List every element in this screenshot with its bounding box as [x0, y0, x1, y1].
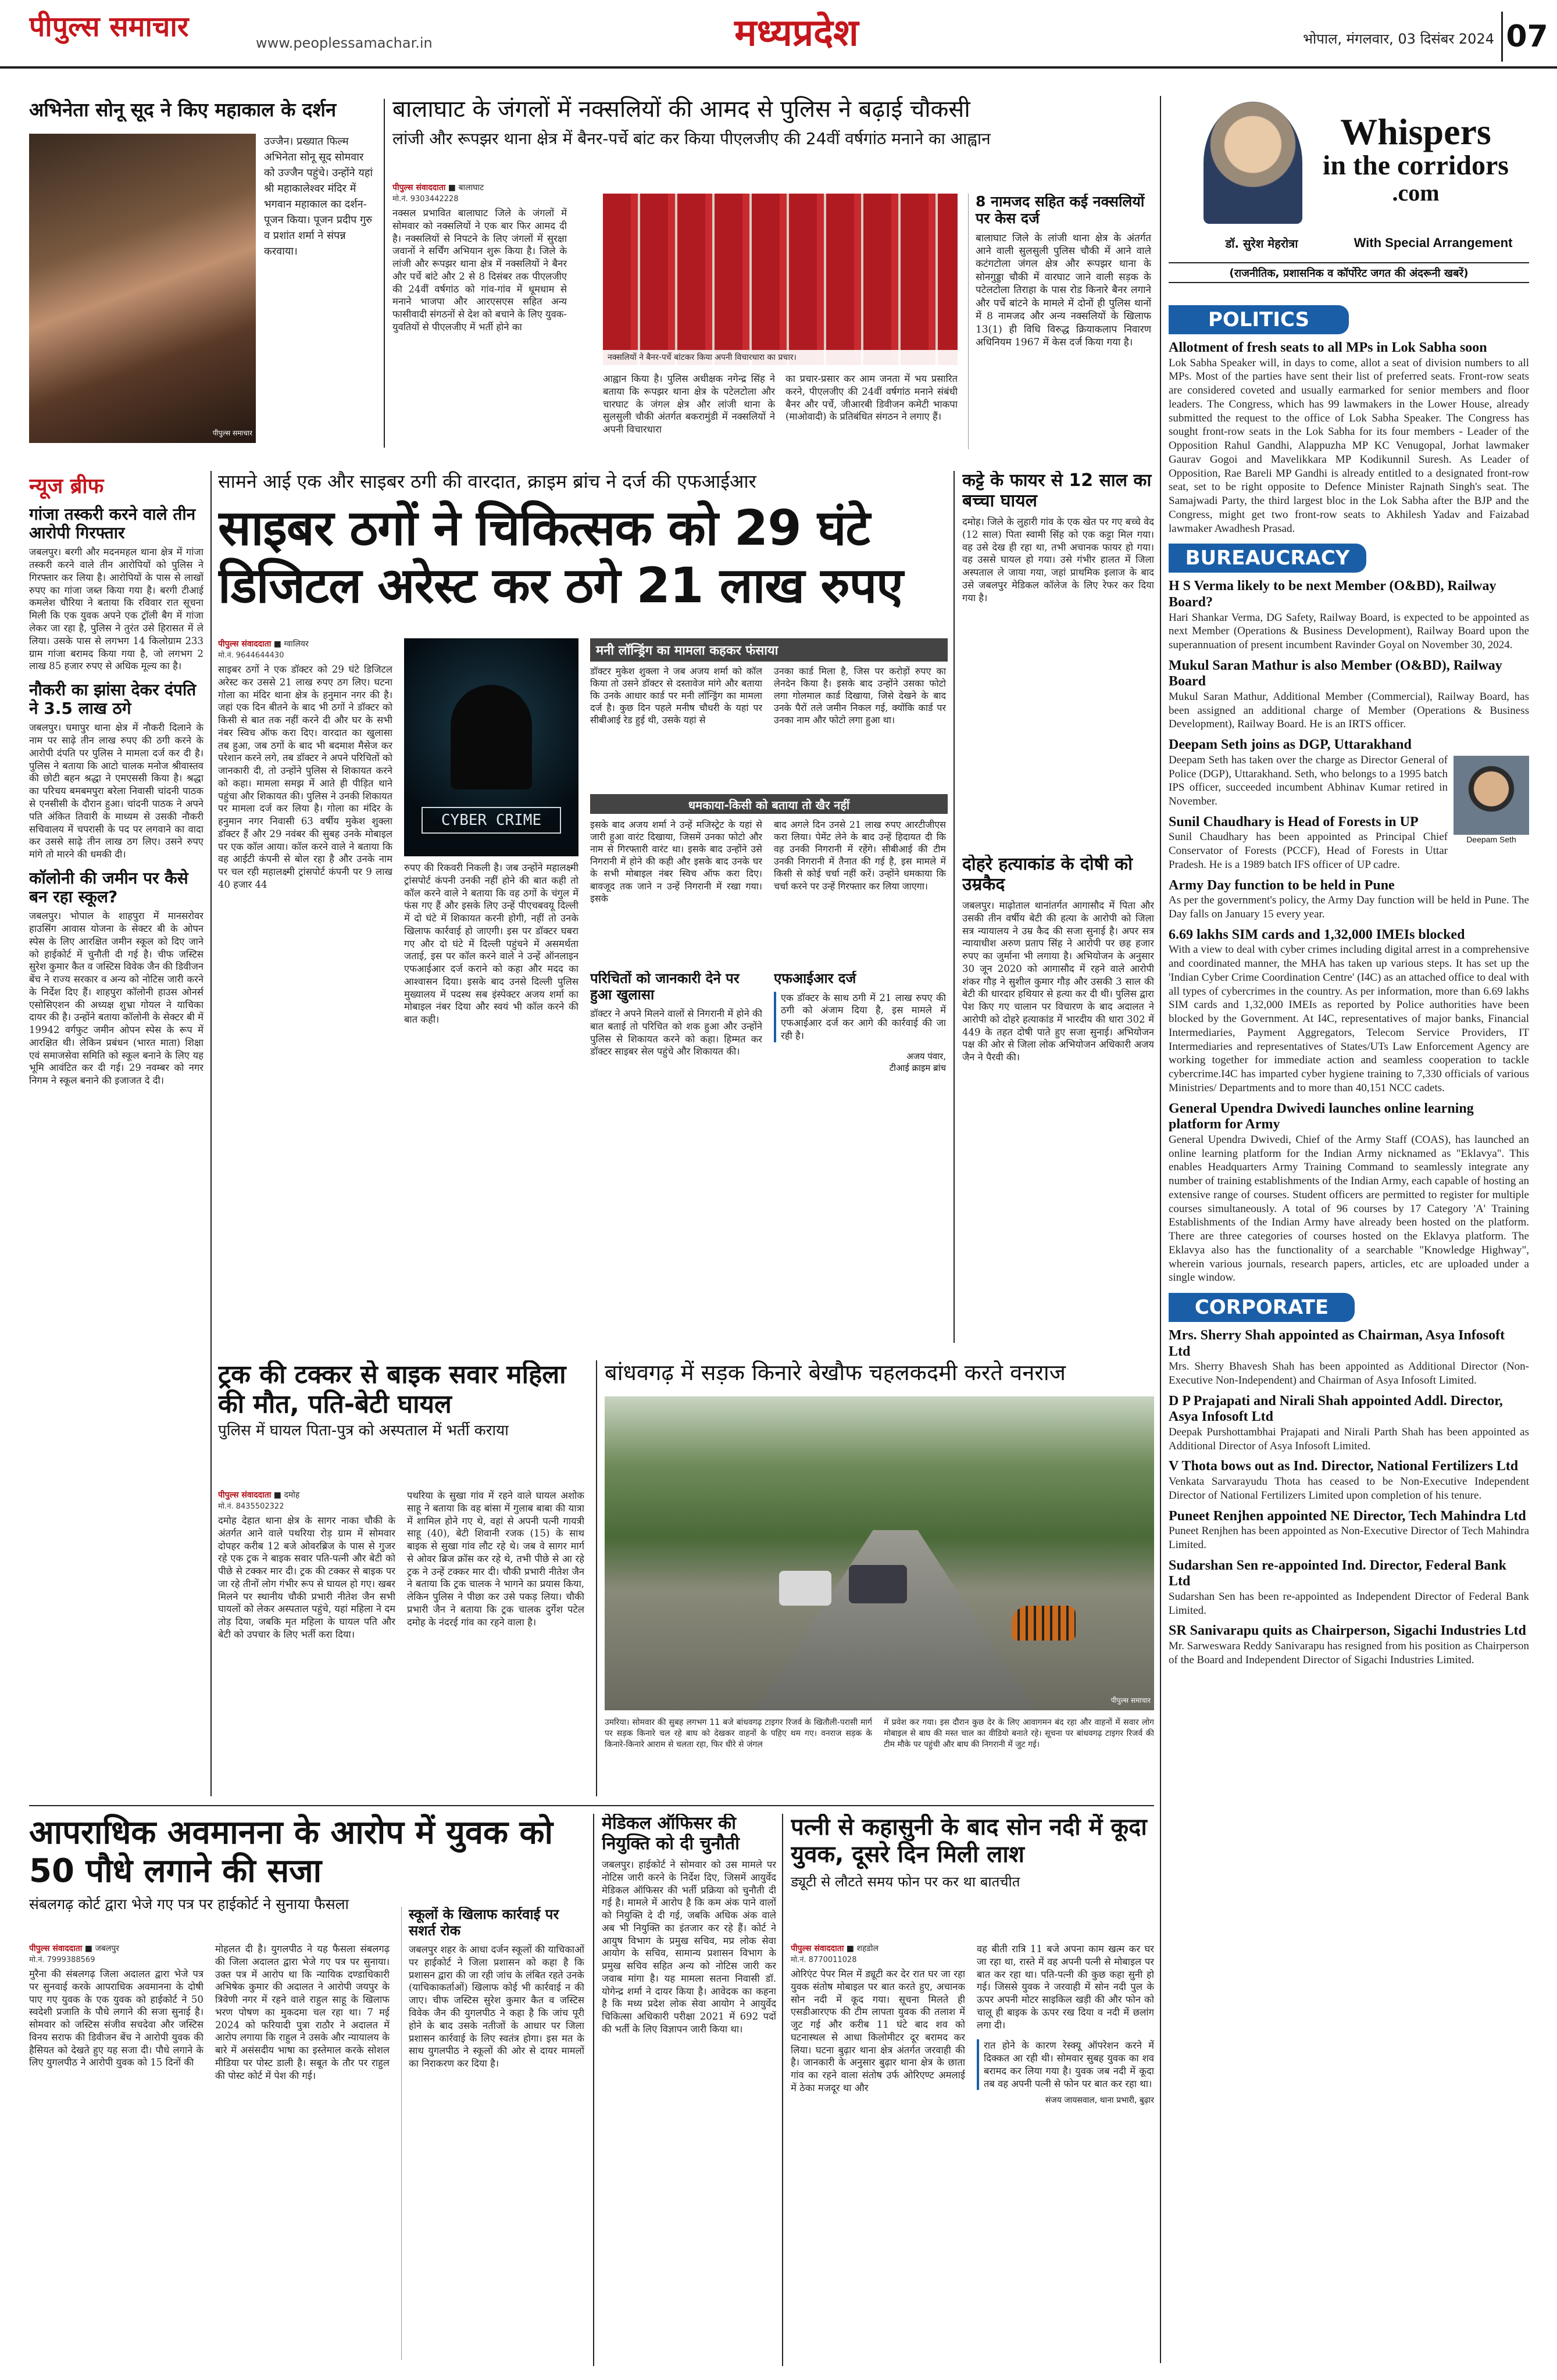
sub1-title: परिचितों को जानकारी देने पर हुआ खुलासा — [590, 971, 740, 1003]
river-quote-by: संजय जायसवाल, थाना प्रभारी, बुढ़ार — [1045, 2096, 1154, 2106]
schools-title: स्कूलों के खिलाफ कार्रवाई पर सशर्त रोक — [409, 1907, 559, 1939]
brief-headline: नौकरी का झांसा देकर दंपति ने 3.5 लाख ठगे — [29, 680, 197, 719]
byline: पीपुल्स संवाददाता ■ बालाघाट — [392, 183, 484, 192]
sub2-designation: टीआई क्राइम ब्रांच — [889, 1062, 946, 1073]
murder-text: जबलपुर। माढ़ोताल थानांतर्गत आगासौद में पिता और उसकी तीन वर्षीय बेटी की हत्या के आरोपी को जिला सत्र न्यायालय ने उम्र कैद की सजा सुनाई है। अपर सत्र न्यायाधीश अरुण प्रताप सिंह ने आरोपी पर छह हजार रुपए का जुर्माना भी लगाया है। अभियोजन के अनुसार 30 जून 2020 को आगासौद में रहने वाले आरोपी शंकर गौड़ ने सुशील कुमार गौड़ और उसकी 3 साल की बेटी की धारदार हथियार से हत्या कर दी थी। पुलिस द्वारा पेश किए गए चालान पर विचारण के बाद अदालत ने आरोपी को दोहरे हत्याकांड में भारदीय की धारा 302 में 449 के तहत दोषी पाते हुए सजा सुनाई। अभियोजन पक्ष की ओर से जिला लोक अभियोजन अधिकारी अजय जैन ने पैरवी की। — [962, 900, 1154, 1063]
politics-headline: Allotment of fresh seats to all MPs in Lok Sabha soon — [1169, 340, 1487, 355]
sub1-text: डॉक्टर ने अपने मिलने वालों से निगरानी में होने की बात बताई तो परिचित को शक हुआ और उन्होंने पुलिस से शिकायत करने को कहा। हिम्मत कर डॉक्टर साइबर सेल पहुंचे और शिकायत की। — [590, 1008, 762, 1057]
brief-list — [29, 505, 203, 1087]
politics-list — [1169, 340, 1529, 535]
photo-credit: पीपुल्स समाचार — [1110, 1696, 1151, 1704]
whispers-logo: Whispers in the corridors .com — [1323, 113, 1509, 206]
box-right: उनका कार्ड मिला है, जिस पर करोड़ों रुपए का लेनदेन किया है। इसके बाद उन्होंने उसका फोटो लगा गोलमाल कार्ड दिखाया, जिसे देखने के बाद उनके पैरों तले जमीन निकल गई, क्योंकि कार्ड पर उनका नाम और फोटो लगा हुआ था। — [774, 666, 946, 726]
section-title: मध्यप्रदेश — [734, 12, 859, 55]
cyber-kicker: सामने आई एक और साइबर ठगी की वारदात, क्राइम ब्रांच ने दर्ज की एफआईआर — [218, 471, 756, 492]
corporate-headline: D P Prajapati and Nirali Shah appointed Addl. Director, Asya Infosoft Ltd — [1169, 1393, 1503, 1425]
schools-text: जबलपुर शहर के आधा दर्जन स्कूलों की याचिकाओं पर हाईकोर्ट ने जिला प्रशासन को कहा है कि प्रशासन द्वारा की जा रही जांच के लंबित रहते उनके (याचिकाकर्ताओं) खिलाफ कोई भी कार्रवाई न की जाए। चीफ जस्टिस सुरेश कुमार कैत व जस्टिस विवेक जैन की युगलपीठ ने कहा है कि जांच पूरी होने के बाद उसके नतीजों के आधार पर जिला प्रशासन कार्रवाई के लिए स्वतंत्र होगा। इस मत के साथ युगलपीठ ने स्कूलों की ओर से दायर मामलों का निराकरण कर दिया है। — [409, 1944, 584, 2070]
phone: मो.नं. 8770011028 — [791, 1956, 857, 1964]
katte-text: दमोह। जिले के लुहारी गांव के एक खेत पर गए बच्चे वेद (12 साल) पिता स्वामी सिंह को एक कट्टा मिल गया। वह उसे देख ही रहा था, तभी अचानक फायर हो गया। वह उससे घायल हो गया। उसे गंभीर हालत में जिला अस्पताल ले जाया गया, जहां प्राथमिक इलाज के बाद उसे जबलपुर मेडिकल कॉलेज के लिए रेफर कर दिया गया है। — [962, 516, 1154, 603]
bureaucracy-list — [1169, 578, 1529, 1285]
sub2-name: अजय पंवार, — [906, 1050, 946, 1062]
tiger-caption-left: उमरिया। सोमवार की सुबह लगभग 11 बजे बांधवगढ़ टाइगर रिजर्व के खितौली-परासी मार्ग पर सड़क किनारे चल रहे बाघ को देखकर वाहनों के पहिए थम गए। वनराज सड़क के किनारे-किनारे आराम से चलता रहा, फिर धीरे से जंगल — [605, 1718, 872, 1749]
side-headline: 8 नामजद सहित कई नक्सलियों पर केस दर्ज — [976, 194, 1145, 227]
brief-text: जबलपुर। भोपाल के शाहपुरा में मानसरोवर हाउसिंग आवास योजना के सेक्टर बी के ओपन स्पेस के लिए आरक्षित जमीन स्कूल को दिए जाने को हाईकोर्ट में चुनौती दी गई है। चीफ जस्टिस सुरेश कुमार कैत व जस्टिस विवेक जैन की डिवीजन बेंच ने राज्य सरकार व अन्य को नोटिस जारी करने के निर्देश दिए हैं। शाहपुरा कॉलोनी हाउस ओनर्स एसोसिएशन की अध्यक्ष शुभ्रा गोयल ने याचिका दायर की है। उन्होंने बताया कॉलोनी के सेक्टर बी में 19942 वर्गफुट जमीन ओपन स्पेस के रूप में आरक्षित थी। लेकिन प्रबंधन (भारत माता) शिक्षा एवं समाजसेवा समिति को स्कूल बनाने के लिए यह भूमि आवंटित कर दी गई। 29 नवम्बर को नगर निगम ने स्कूल बनाने की इजाजत दे दी। — [29, 910, 203, 1087]
logo[interactable] — [29, 10, 291, 63]
tiger-story — [605, 1360, 1154, 1791]
bureaucracy-body: Mukul Saran Mathur, Additional Member (Commercial), Railway Board, has been assigned an additional charge of Member (Operations & Business Development), Railway Board. He is an IRTS officer. — [1169, 690, 1529, 731]
corporate-list — [1169, 1328, 1529, 1667]
dateline: भोपाल, मंगलवार, 03 दिसंबर 2024 — [1303, 31, 1494, 47]
contempt-subhead: संबलगढ़ कोर्ट द्वारा भेजे गए पत्र पर हाईकोर्ट ने सुनाया फैसला — [29, 1896, 349, 1913]
cyber-image — [404, 638, 578, 856]
sonu-headline: अभिनेता सोनू सूद ने किए महाकाल के दर्शन — [29, 99, 337, 121]
corporate-headline: Puneet Renjhen appointed NE Director, Tech Mahindra Ltd — [1169, 1508, 1526, 1524]
politics-label: POLITICS — [1169, 305, 1349, 334]
cyber-col2: रुपए की रिकवरी निकली है। जब उन्होंने महालक्ष्मी ट्रांसपोर्ट कंपनी उनकी नहीं होने की बात कही तो कॉल करने वाले ने बताया कि वह ठगों के चंगुल में फंस गए हैं और इसके लिए उन्हें पीएचबवयू दिल्ली में दो घंटे में शिकायत करनी होगी, नहीं तो उनके खिलाफ कार्रवाई हो जाएगी। इस पर डॉक्टर घबरा गए और दो घंटे में दिल्ली पहुंचने में असमर्थता जताई, इस पर कॉल करने वाले ने उन्हें ऑनलाइन एफआईआर दर्ज कराने को कहा और मदद का आश्वासन दिया। इसके बाद उनसे दिल्ली पुलिस मुख्यालय में पदस्थ सब इंस्पेक्टर अजय शर्मा का मोबाइल नंबर दिया और स्वयं भी कॉल करने की बात कही। — [404, 862, 578, 1025]
masthead — [0, 0, 1557, 69]
box2-right: बाद अगले दिन उनसे 21 लाख रुपए आरटीजीएस करा लिया। पेमेंट लेने के बाद उन्हें हिदायत दी कि वह उनकी निगरानी में रहेंगे। सीबीआई की टीम उनकी निगरानी में तैनात की गई है, इस मामले में किसी से कोई चर्चा नहीं करें। उन्होंने धमकाया कि चर्चा करने पर उन्हें गिरफ्तार कर लिया जाएगा। — [774, 819, 946, 892]
bureaucracy-body: Deepam Seth has taken over the charge as Director General of Police (DGP), Uttarakhand. Seth, who belongs to a 1995 batch IPS officer, succeeded incumbent Abhinav Kumar retired in November. — [1169, 753, 1448, 808]
sonu-text: उज्जैन। प्रख्यात फिल्म अभिनेता सोनू सूद सोमवार को उज्जैन पहुंचे। उन्होंने यहां श्री महाकालेश्वर मंदिर में भगवान महाकाल का दर्शन-पूजन किया। पूजन प्रदीप गुरु व प्रशांत शर्मा ने संपन्न करवाया। — [264, 135, 373, 258]
phone: मो.नं. 8435502322 — [218, 1502, 284, 1511]
whispers-header — [1169, 96, 1529, 294]
river-headline: पत्नी से कहासुनी के बाद सोन नदी में कूदा युवक, दूसरे दिन मिली लाश — [791, 1814, 1147, 1868]
medical-story — [602, 1814, 776, 2366]
page-number: 07 — [1501, 12, 1551, 62]
katte-headline: कट्टे के फायर से 12 साल का बच्चा घायल — [962, 471, 1152, 511]
corporate-body: Puneet Renjhen has been appointed as Non-Executive Director of Tech Mahindra Limited. — [1169, 1525, 1529, 1551]
naxal-subhead: लांजी और रूपझर थाना क्षेत्र में बैनर-पर्चे बांट कर किया पीएलजीए की 24वीं वर्षगांठ मनाने का आह्वान — [392, 129, 991, 148]
car — [779, 1571, 831, 1606]
bureaucracy-headline: Army Day function to be held in Pune — [1169, 877, 1395, 893]
brief-label: न्यूज ब्रीफ — [29, 474, 104, 498]
sub2-title: एफआईआर दर्ज — [774, 971, 856, 987]
sub2-quote: एक डॉक्टर के साथ ठगी में 21 लाख रुपए की ठगी को अंजाम दिया है, इस मामले में एफआईआर दर्ज कर आगे की कार्रवाई की जा रही है। — [774, 992, 946, 1042]
car — [849, 1565, 907, 1603]
murder-headline: दोहरे हत्याकांड के दोषी को उम्रकैद — [962, 855, 1133, 895]
truck-story — [218, 1360, 590, 1796]
site-url[interactable]: www.peoplessamachar.in — [256, 35, 433, 51]
corporate-headline: Mrs. Sherry Shah appointed as Chairman, Asya Infosoft Ltd — [1169, 1328, 1505, 1359]
schools-box — [401, 1907, 584, 2360]
english-column — [1169, 305, 1529, 2363]
tiger-caption-right: में प्रवेश कर गया। इस दौरान कुछ देर के लिए आवागमन बंद रहा और वाहनों में सवार लोग मोबाइल से बाघ की मस्त चाल का वीडियो बनाते रहे। सूचना पर बांधवगढ़ टाइगर रिजर्व की टीम मौके पर पहुंची और बाघ की निगरानी में जुट गई। — [884, 1718, 1154, 1749]
cyber-headline: साइबर ठगों ने चिकित्सक को 29 घंटे डिजिटल अरेस्ट कर ठगे 21 लाख रुपए — [218, 499, 903, 614]
news-brief — [29, 471, 203, 1796]
corporate-body: Venkata Sarvarayudu Thota has ceased to be Non-Executive Independent Director of National Fertilizers Limited upon completion of his tenure. — [1169, 1475, 1529, 1502]
whispers-tagline: (राजनीतिक, प्रशासनिक व कॉर्पोरेट जगत की अंदरूनी खबरें) — [1169, 262, 1529, 283]
contempt-col2: मोहलत दी है। युगलपीठ ने यह फैसला संबलगढ़ की जिला अदालत द्वारा भेजे गए पत्र पर सुनाया। उक्त पत्र में आरोप था कि न्यायिक दण्डाधिकारी अभिषेक कुमार की अदालत ने आरोपी जयपुर के त्रिवेणी नगर में रहने वाले राहुल साहू के खिलाफ भरण पोषण का मुकदमा चल रहा था। 7 मई 2024 को फरियादी पुत्रा राठौर ने अदालत में आरोप लगाया कि राहुल ने उसके और न्यायालय के बारे में असंसदीय भाषा का इस्तेमाल करके सोशल मीडिया पर पोस्ट डाली है। सबूत के तौर पर राहुल की पोस्ट कोर्ट में पेश की गई। — [215, 1943, 390, 2081]
naxal-headline: बालाघाट के जंगलों में नक्सलियों की आमद से पुलिस ने बढ़ाई चौकसी — [392, 96, 970, 123]
river-quote: रात होने के कारण रेस्क्यू ऑपरेशन करने में दिक्कत आ रही थी। सोमवार सुबह युवक का शव बरामद कर लिया गया है। युवक जब नदी में कूदा तब वह अपनी पत्नी से फोन पर बात कर रहा था। — [977, 2039, 1154, 2090]
bureaucracy-headline: H S Verma likely to be next Member (O&BD), Railway Board? — [1169, 578, 1497, 610]
box2-left: इसके बाद अजय शर्मा ने उन्हें मजिस्ट्रेट के यहां से जारी हुआ वारंट दिखाया, जिसमें उनका फोटो और नाम से गिरफ्तारी वारंट था। इसके बाद उन्होंने उसे निगरानी में होने की कही और इसके बाद उनके घर के सभी मोबाइल नंबर स्विच ऑफ करा दिए। बावजूद तक जाने न उन्हें निगरानी में रखा गया। इसके — [590, 819, 762, 904]
corporate-headline: Sudarshan Sen re-appointed Ind. Director, Federal Bank Ltd — [1169, 1557, 1506, 1589]
bureaucracy-body: General Upendra Dwivedi, Chief of the Army Staff (COAS), has launched an online learning platform for the Indian Army nicknamed as "Eklavya". This enables Headquarters Army Training Command to seamlessly integrate any number of training establishments of the Indian Army, each capable of hosting an extensive range of courses. Student officers are permitted to register for multiple courses simultaneously. A total of 96 courses by 17 Category 'A' Training Establishments of the Indian Army have already been hosted on the platform. There are three categories of courses hosted on the Eklavya platform. The Eklavya also has the functionality of a searchable "Knowledge Highway", wherein various journals, research papers, articles, etc are uploaded under a single window. — [1169, 1133, 1529, 1284]
truck-headline: ट्रक की टक्कर से बाइक सवार महिला की मौत, पति-बेटी घायल — [218, 1360, 566, 1419]
naxal-col3: का प्रचार-प्रसार कर आम जनता में भय प्रसारित करने, पीएलजीए की 24वीं वर्षगांठ मनाने संबंधी बैनर और पर्चे, जीआरबी डिवीजन कमेटी भाकपा (माओवादी) के प्रतिबंधित संगठन ने लगाए हैं। — [785, 373, 958, 423]
corporate-body: Deepak Purshottambhai Prajapati and Nirali Parth Shah has been appointed as Additional Director of Asya Infosoft Limited. — [1169, 1425, 1529, 1452]
corporate-body: Mrs. Sherry Bhavesh Shah has been appointed as Additional Director (Non-Executive Non-Independent) and Chairman of Asya Infosoft Limited. — [1169, 1360, 1529, 1386]
sub-story-1 — [590, 971, 762, 1192]
tiger-figure — [1012, 1606, 1076, 1641]
brief-headline: गांजा तस्करी करने वाले तीन आरोपी गिरफ्तार — [29, 505, 196, 543]
author-photo — [1204, 102, 1302, 224]
contempt-headline: आपराधिक अवमानना के आरोप में युवक को 50 पौधे लगाने की सजा — [29, 1814, 553, 1891]
corporate-label: CORPORATE — [1169, 1293, 1355, 1322]
author-name: डॉ. सुरेश मेहरोत्रा — [1225, 237, 1298, 251]
money-box — [590, 638, 948, 964]
logo-text: पीपुल्स समाचार — [29, 10, 189, 43]
bureaucracy-body: With a view to deal with cyber crimes including digital arrest in a comprehensive and coordinated manner, the MHA has taken up various steps. It has set up the 'Indian Cyber Crime Coordination Centre' (I4C) as an attached office to deal with all types of cybercrimes in the country. As per information, more than 6.69 lakhs SIM cards and 1,32,000 IMEIs as reported by Police authorities have been blocked by the Government. At I4C, representatives of major banks, Financial Intermediaries, Payment Aggregators, Telecom Service Providers, IT Intermediaries and representatives of States/UTs Law Enforcement Agency are working together for immediate action and seamless cooperation to tackle cybercrime.I4C has imparted cyber hygiene training to 7,330 officials of various Ministries/ Departments and to more than 40,151 NCC cadets. — [1169, 944, 1529, 1094]
naxal-col2: आह्वान किया है। पुलिस अधीक्षक नगेन्द्र सिंह ने बताया कि रूपझर थाना क्षेत्र के पटेलटोला और चारघाट के जंगल क्षेत्र और लांजी थाना के सुलसुली चौकी अंतर्गत बकरामुंडी में नक्सलियों ने अपनी विचारधारा — [603, 373, 775, 435]
phone: मो.नं. 9644644430 — [218, 651, 284, 660]
sonu-photo — [29, 134, 256, 443]
byline: पीपुल्स संवाददाता ■ दमोह — [218, 1491, 300, 1500]
bureaucracy-body: Sunil Chaudhary has been appointed as Principal Chief Conservator of Forests (PCCF), Head of Forests in Uttar Pradesh. He is a 1989 batch IFS officer of UP cadre. — [1169, 831, 1448, 871]
cyber-crime-label: CYBER CRIME — [422, 807, 561, 834]
katte-story — [962, 471, 1154, 831]
medical-text: जबलपुर। हाईकोर्ट ने सोमवार को उस मामले पर नोटिस जारी करने के निर्देश दिए, जिसमें आयुर्वेद मेडिकल ऑफिसर की भर्ती प्रक्रिया को चुनौती दी गई है। मामले में आरोप है कि कम अंक पाने वालों को नियुक्ति दे दी गई, जबकि अधिक अंक वाले अब भी नियुक्ति का इंतजार कर रहे हैं। कोर्ट ने आयुष विभाग के प्रमुख सचिव, मप्र लोक सेवा आयोग के सचिव, सामान्य प्रशासन विभाग के प्रमुख सचिव सहित अन्य को नोटिस जारी कर जवाब मांगा है। यह मामला सतना निवासी डॉ. योगेन्द्र शर्मा ने दायर किया है। आवेदक का कहना है कि मध्य प्रदेश लोक सेवा आयोग ने आयुर्वेद चिकित्सा अधिकारी परीक्षा 2021 में 692 पदों की भर्ती के लिए विज्ञापन जारी किया था। — [602, 1859, 776, 2035]
contempt-col1: मुरैना की संबलगढ़ जिला अदालत द्वारा भेजे पत्र पर सुनवाई करके आपराधिक अवमानना के दोषी पाए गए युवक के एक युवक को हाईकोर्ट ने 50 स्वदेशी प्रजाति के पौधे लगाने की सजा सुनाई है। सोमवार को जस्टिस संजीव सचदेवा और जस्टिस विनय सराफ की डिवीजन बेंच ने आरोपी युवक की हैसियत को देखते हुए यह सजा दी। पौधे लगाने के लिए युगलपीठ ने आरोपी युवक को 15 दिनों की — [29, 1968, 203, 2068]
bureaucracy-body: Hari Shankar Verma, DG Safety, Railway Board, is expected to be appointed as next Member (Operations & Business Development), Railway Board upon the superannuation of present incumbent Ravinder Goyal on November 30, 2024. — [1169, 611, 1529, 652]
cyber-col1: साइबर ठगों ने एक डॉक्टर को 29 घंटे डिजिटल अरेस्ट कर उससे 21 लाख रुपए ठग लिए। घटना गोला का मंदिर थाना क्षेत्र के हनुमान नगर की है। जहां एक दिन बीतने के बाद भी ठगों ने डॉक्टर को किसी से बात तक नहीं करने दी और घर के सभी नंबर स्विच ऑफ करा दिए। वारदात का खुलासा तब हुआ, जब ठगों के बाद भी बदमाश मैसेज कर परेशान करने लगे, तब डॉक्टर ने अपने परिचितों को जानकारी दी, तो उन्होंने पुलिस से शिकायत करने को कहा। मामला समझ में आते ही पीड़ित थाने पहुंचा और शिकायत की। पुलिस ने उनकी शिकायत पर मामला दर्ज कर लिया है। गोला का मंदिर के हनुमान नगर निवासी 63 वर्षीय मुकेश शुक्ला डॉक्टर हैं और 29 नवंबर की सुबह उनके मोबाइल पर एक कॉल आया। कॉल करने वाले ने बताया कि वह आईटी कंपनी से बोल रहा है और उनके नाम पर चल रही महालक्ष्मी ट्रांसपोर्ट कंपनी पर 9 लाख 40 हजार 44 — [218, 664, 392, 891]
sub-story-2 — [774, 971, 946, 1192]
truck-subhead: पुलिस में घायल पिता-पुत्र को अस्पताल में भर्ती कराया — [218, 1422, 509, 1440]
bureaucracy-headline: Mukul Saran Mathur is also Member (O&BD), Railway Board — [1169, 657, 1502, 689]
murder-story — [962, 855, 1154, 1355]
naxal-col1: नक्सल प्रभावित बालाघाट जिले के जंगलों में सोमवार को नक्सलियों ने एक बार फिर आमद दी है। नक्सलियों से निपटने के लिए जंगलों में सुरक्षा जवानों ने सर्चिंग अभियान शुरू किया है। जिले के लांजी और रूपझर थाना क्षेत्र में नक्सलियों ने बैनर और पर्चे बांटे और 2 से 8 दिसंबर तक पीएलजीए की 24वीं वर्षगांठ को गांव-गांव में धूमधाम से मनाने भाजपा और आरएसएस सहित अन्य फासीवादी संगठनों से देश को बचाने के लिए युवक-युवतियों से पीएलजीए में भर्ती होने का — [392, 208, 567, 333]
river-col2: वह बीती रात्रि 11 बजे अपना काम खत्म कर घर जा रहा था, रास्ते में वह अपनी पत्नी से मोबाइल पर बात कर रहा था। पति-पत्नी की कुछ कहा सुनी हो गई। जिससे युवक ने जरवाही में सोन नदी पुल के ऊपर अपनी मोटर साइकिल खड़ी की और फोन को चालू ही बाइक के ऊपर रख दिया व नदी में छलांग लगा दी। — [977, 1943, 1154, 2031]
arrangement: With Special Arrangement — [1354, 235, 1513, 250]
byline: पीपुल्स संवाददाता ■ ग्वालियर — [218, 639, 309, 649]
deepam-seth-caption: Deepam Seth — [1454, 835, 1529, 844]
naxal-sidebar — [968, 194, 1151, 449]
photo-caption: नक्सलियों ने बैनर-पर्चे बांटकर किया अपनी विचारधारा का प्रचार। — [608, 353, 797, 362]
tiger-headline: बांधवगढ़ में सड़क किनारे बेखौफ चहलकदमी करते वनराज — [605, 1360, 1066, 1385]
phone: मो.नं. 9303442228 — [392, 195, 459, 203]
sonu-story — [29, 99, 378, 448]
river-story — [791, 1814, 1154, 2366]
naxal-story — [392, 96, 1154, 451]
truck-col2: पथरिया के सुखा गांव में रहने वाले घायल अशोक साहू ने बताया कि वह बांसा में गुलाब बाबा की यात्रा में शामिल होने गए थे, वहां से अपनी पत्नी गायत्री साहू (40), बेटी शिवानी रजक (15) के साथ बाइक से सुखा गांव लौट रहे थे। जब वे सागर मार्ग से ओवर ब्रिज क्रॉस कर रहे थे, तभी पीछे से आ रहे ट्रक ने उन्हें टक्कर मार दी। चौकी प्रभारी नीतेश जैन ने बताया कि ट्रक चालक ने भागने का प्रयास किया, लेकिन पुलिस ने पीछा कर उसे पकड़ लिया। चौकी प्रभारी जैन ने बताया कि ट्रक चालक दुर्गेश पटेल दमोह के नंदरई गांव का रहने वाला है। — [407, 1490, 584, 1628]
bureaucracy-headline: General Upendra Dwivedi launches online learning platform for Army — [1169, 1100, 1474, 1132]
tiger-photo — [605, 1396, 1154, 1710]
corporate-headline: SR Sanivarapu quits as Chairperson, Sigachi Industries Ltd — [1169, 1623, 1526, 1639]
truck-col1: दमोह देहात थाना क्षेत्र के सागर नाका चौकी के अंतर्गत आने वाले पथरिया रोड़ ग्राम में सोमवार दोपहर करीब 12 बजे ओवरब्रिज के पास से गुजर रहे एक ट्रक ने बाइक सवार पति-पत्नी और बेटी को पीछे से टक्कर मार दी। ट्रक की टक्कर से बाइक पर जा रहे तीनों लोग गंभीर रूप से घायल हो गए। खबर मिलने पर स्थानीय चौकी प्रभारी नीतेश जैन सभी घायलों को लेकर अस्पताल पहुंचे, यहां महिला ने दम तोड़ दिया, जबकि मृत महिला के घायल पति और बेटी को उपचार के लिए भर्ती करा दिया। — [218, 1515, 395, 1640]
phone: मो.नं. 7999388569 — [29, 1956, 95, 1964]
deepam-seth-photo — [1454, 756, 1529, 843]
bureaucracy-body: As per the government's policy, the Army Day function will be held in Pune. The Day falls on January 15 every year. — [1169, 894, 1529, 920]
contempt-story — [29, 1814, 587, 2366]
box2-title: धमकाया-किसी को बताया तो खैर नहीं — [590, 794, 948, 814]
naxal-photo — [603, 194, 958, 365]
bureaucracy-headline: Deepam Seth joins as DGP, Uttarakhand — [1169, 737, 1412, 753]
byline: पीपुल्स संवाददाता ■ शहडोल — [791, 1944, 879, 1953]
road — [756, 1530, 1035, 1710]
river-col1: ओरिएंट पेपर मिल में ड्यूटी कर देर रात घर जा रहा युवक संतोष मोबाइल पर बात करते हुए, अचानक सोन नदी में कूद गया। सूचना मिलते ही एसडीआरएफ की टीम लापता युवक की तलाश में जुट गई और करीब 11 घंटे बाद शव को घटनास्थल से आधा किलोमीटर दूर बरामद कर लिया। घटना बुढ़ार थाना क्षेत्र अंतर्गत जरवाही की है। जानकारी के अनुसार बुढ़ार थाना क्षेत्र के छाता गांव का रहने वाला संतोष उर्फ ओरिएण्ट अमलाई में ठेका मजदूर था और — [791, 1968, 965, 2093]
cyber-story — [218, 471, 948, 1343]
river-subhead: ड्यूटी से लौटते समय फोन पर कर था बातचीत — [791, 1874, 1020, 1891]
corporate-headline: V Thota bows out as Ind. Director, National Fertilizers Ltd — [1169, 1459, 1519, 1474]
politics-body: Lok Sabha Speaker will, in days to come, allot a seat of division numbers to all MPs. Most of the parties have sent their list of preferred seats. Front-row seats are considered coveted and usually earmarked for senior members and floor leaders. The Congress, which has 99 lawmakers in the Lower House, already submitted the request to the office of Lok Sabha Speaker. The Congress has sought front-row seats in the Lok Sabha for its four members - Leader of the Opposition Rahul Gandhi, Alappuzha MP KC Venugopal, Jorhat lawmaker Gaurav Gogoi and Mavelikkara MP Kodikunnil Suresh. As Leader of Opposition, Rae Bareli MP Gandhi is already entitled to a designated front-row seat, set to be right opposite to Defence Minister Rajnath Singh's seat. The Samajwadi Party, the third largest bloc in the Lok Sabha after the BJP and the Congress, might get two front-row seats to Akhilesh Yadav and Faizabad lawmaker Awadhesh Prasad. — [1169, 356, 1529, 535]
medical-headline: मेडिकल ऑफिसर की नियुक्ति को दी चुनौती — [602, 1814, 740, 1854]
hacker-figure — [451, 685, 532, 789]
corporate-body: Mr. Sarweswara Reddy Sanivarapu has resigned from his position as Chairperson of the Board and Independent Director of Sigachi Industries Limited. — [1169, 1639, 1529, 1666]
photo-credit: पीपुल्स समाचार — [212, 429, 252, 437]
brief-text: जबलपुर। घमापुर थाना क्षेत्र में नौकरी दिलाने के नाम पर साढ़े तीन लाख रुपए की ठगी करने के आरोपी दंपति पर पुलिस ने मामला दर्ज कर दी है। पुलिस ने बताया कि आटो चालक मनोज श्रीवास्तव की छोटी बहन श्रद्धा ने एमएससी किया है। श्रद्धा का परिचय बमबमपुरा बरेला निवासी चांदनी पाठक से एनसीसी के दौरान हुआ। चांदनी पाठक ने अपने पति अंकित तिवारी के माध्यम से उसकी नौकरी सचिवालय में चपरासी के पद पर लगवाने का वादा कर उससे साढ़े तीन लाख ठग लिए। उसने रुपए मांगे तो मारने की धमकी दी। — [29, 722, 203, 860]
brief-headline: कॉलोनी की जमीन पर कैसे बन रहा स्कूल? — [29, 868, 188, 907]
side-text: बालाघाट जिले के लांजी थाना क्षेत्र के अंतर्गत आने वाली सुलसुली पुलिस चौकी में आने वाले कटंगटोला जंगल क्षेत्र और रूपझर थाना के सोनगुड्डा चौकी में वारघाट जाने वाली सड़क के पटेलटोला तिराहा के पास रोड किनारे बैनर लगाने और पर्चे बांटने के मामले में दोनों ही पुलिस थानों में 8 नामजद और अन्य नक्सलियों के खिलाफ 13(1) ही विधि विरुद्ध क्रियाकलाप निवारण अधिनियम 1967 में केस दर्ज किया गया है। — [976, 232, 1151, 348]
box-left: डॉक्टर मुकेश शुक्ला ने जब अजय शर्मा को कॉल किया तो उसने डॉक्टर से दस्तावेज मांगे और बताया कि उनके आधार कार्ड पर मनी लॉन्ड्रिंग का मामला दर्ज है। कुछ दिन पहले मनीष चौधरी के यहां पर सीबीआई रेड हुई थी, उसके यहां से — [590, 666, 762, 726]
box-title: मनी लॉन्ड्रिंग का मामला कहकर फंसाया — [590, 638, 948, 662]
byline: पीपुल्स संवाददाता ■ जबलपुर — [29, 1944, 120, 1953]
bureaucracy-headline: 6.69 lakhs SIM cards and 1,32,000 IMEIs blocked — [1169, 927, 1465, 942]
corporate-body: Sudarshan Sen has been re-appointed as Independent Director of Federal Bank Limited. — [1169, 1590, 1529, 1617]
brief-text: जबलपुर। बरगी और मदनमहल थाना क्षेत्र में गांजा तस्करी करने वाले तीन आरोपियों को पुलिस ने गिरफ्तार कर लिया है। आरोपियों के पास से लाखों रुपए का गांजा जब्त किया गया है। बरगी टीआई कमलेश चौरिया ने बताया कि रविवार रात सूचना मिली कि एक युवक अपने एक ट्रॉली बैग में गांजा लेकर जा रहा है, पुलिस ने तुरंत उसे हिरासत में ले लिया। उसके पास से लगभग 14 किलोग्राम 233 ग्राम गांजा बरामद किया गया है, जो लगभग 2 लाख 85 हजार रुपए से अधिक मूल्य का है। — [29, 546, 203, 672]
bureaucracy-label: BUREAUCRACY — [1169, 544, 1366, 573]
bureaucracy-headline: Sunil Chaudhary is Head of Forests in UP — [1169, 814, 1419, 830]
